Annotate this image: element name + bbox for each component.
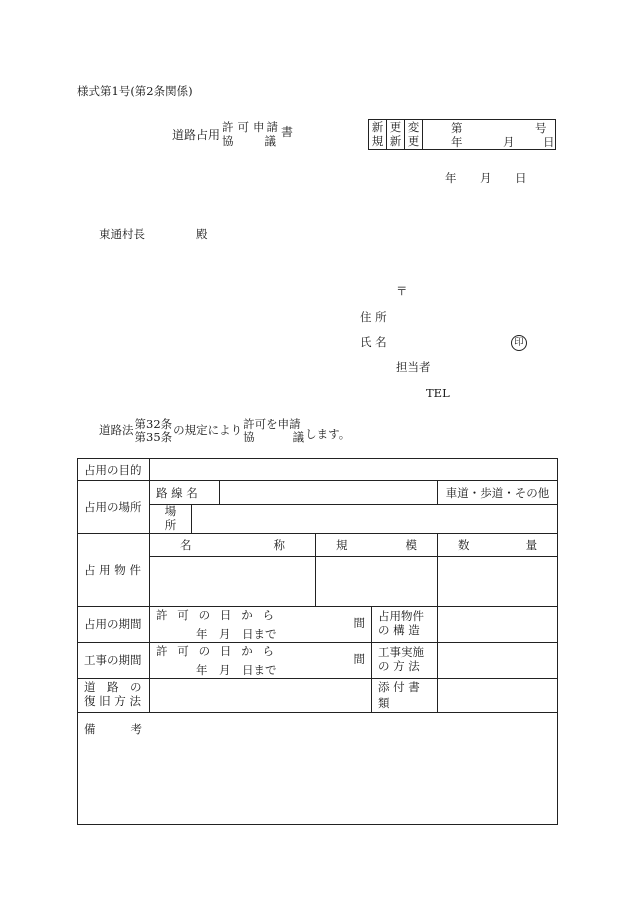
statement-articles: 第32条 第35条: [134, 417, 173, 445]
title-prefix: 道路占用: [172, 127, 221, 142]
application-table: [77, 458, 558, 825]
route-label: 路 線 名: [150, 481, 220, 505]
occupancy-period-field[interactable]: 許 可 の 日 か ら 年 月 日まで 間: [150, 606, 372, 642]
purpose-field[interactable]: [150, 459, 558, 481]
type-new-cell[interactable]: 新 規: [369, 120, 387, 149]
road-type-field[interactable]: 車道・歩道・その他: [438, 481, 558, 505]
permit-number-cell[interactable]: 第 号 年 月 日: [451, 121, 555, 149]
route-field[interactable]: [220, 481, 438, 505]
work-period-field[interactable]: 許 可 の 日 か ら 年 月 日まで 間: [150, 642, 372, 678]
work-period-label: 工事の期間: [78, 642, 150, 678]
col-quantity-header: 数 量: [438, 533, 558, 556]
work-method-label: 工事実施 の 方 法: [372, 642, 438, 678]
title-option-permit: 許 可 申請: [222, 120, 280, 134]
type-change-cell[interactable]: 変 更: [405, 120, 423, 149]
col-name-header: 名 称: [150, 533, 316, 556]
statement-end: します。: [305, 427, 351, 442]
purpose-label: 占用の目的: [78, 459, 150, 481]
location-field[interactable]: [192, 505, 558, 534]
date-month: 月: [480, 171, 492, 185]
restoration-label: 道 路 の 復 旧 方 法: [78, 678, 150, 712]
structure-field[interactable]: [438, 606, 558, 642]
address-label: 住 所: [360, 310, 387, 324]
restoration-field[interactable]: [150, 678, 372, 712]
tel-label: TEL: [426, 386, 450, 400]
seal-icon: 印: [511, 335, 527, 351]
date-year: 年: [445, 171, 457, 185]
form-title: [172, 121, 293, 149]
title-options: [222, 121, 279, 149]
type-renew-cell[interactable]: 更 新: [387, 120, 405, 149]
location-label: 場 所: [150, 505, 192, 534]
addressee-name: 東通村長: [99, 227, 145, 241]
statement-options: 許可を申請 協 議: [243, 417, 305, 445]
place-label: 占用の場所: [78, 481, 150, 534]
title-option-consult: 協 議: [222, 133, 278, 148]
object-scale-field[interactable]: [316, 556, 438, 606]
period-label: 占用の期間: [78, 606, 150, 642]
statement-law: 道路法: [99, 423, 134, 438]
remarks-label: 備 考: [84, 721, 142, 736]
contact-person-label: 担当者: [396, 360, 431, 374]
name-label: 氏 名: [360, 335, 387, 349]
statement-line: [99, 418, 350, 444]
object-quantity-field[interactable]: [438, 556, 558, 606]
object-label: 占 用 物 件: [78, 533, 150, 606]
addressee-honorific: 殿: [196, 227, 208, 241]
postal-mark: 〒: [396, 284, 408, 298]
structure-label: 占用物件 の 構 造: [372, 606, 438, 642]
title-suffix: 書: [281, 124, 294, 139]
date-day: 日: [515, 171, 527, 185]
col-scale-header: 規 模: [316, 533, 438, 556]
attachments-label: 添 付 書 類: [372, 678, 438, 712]
object-name-field[interactable]: [150, 556, 316, 606]
work-method-field[interactable]: [438, 642, 558, 678]
statement-mid: の規定により: [173, 423, 243, 438]
remarks-field[interactable]: [78, 712, 558, 824]
attachments-field[interactable]: [438, 678, 558, 712]
application-type-box: [368, 119, 556, 150]
form-number: 様式第1号(第2条関係): [77, 84, 193, 98]
